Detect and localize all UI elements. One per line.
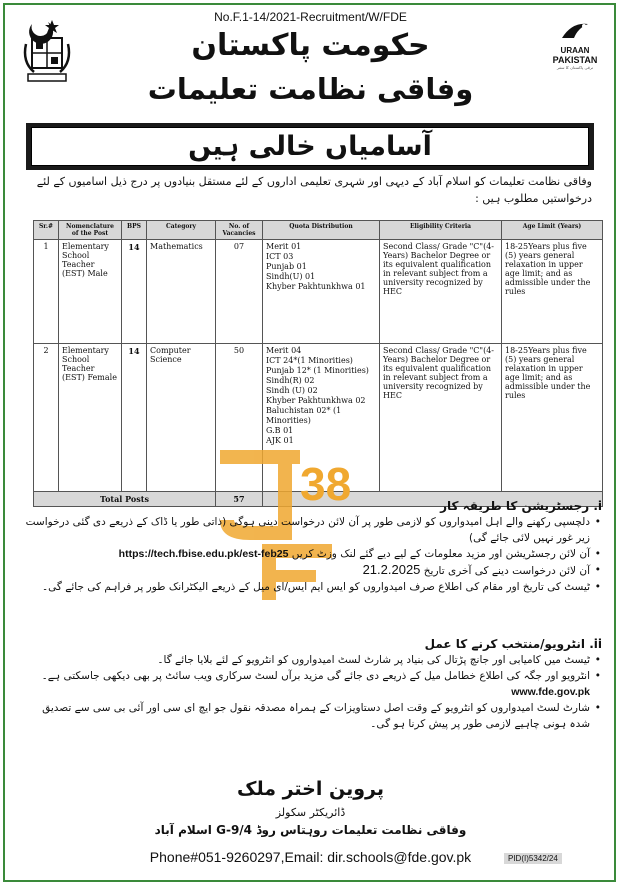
cell-category: Computer Science: [147, 344, 216, 492]
banner-text: آسامیاں خالی ہیں: [31, 127, 589, 166]
header-sr: Sr.#: [34, 221, 59, 240]
signatory-name: پروین اختر ملک: [237, 778, 384, 800]
cell-age: 18-25Years plus five (5) years general relaxation in upper age limit; and as admissible under the rules: [502, 240, 603, 344]
website-link[interactable]: www.fde.gov.pk: [511, 686, 590, 698]
registration-section: [20, 498, 602, 595]
list-item: • دلچسپی رکھنے والے اہل امیدواروں کو لازمی طور پر آن لائن درخواست دینی ہوگی (ذاتی طور یا ڈاک کے ذریعے دی گئی درخواست زیر غور نہیں لائی جائے گی): [20, 514, 590, 546]
list-item: • ٹیسٹ کی تاریخ اور مقام کی اطلاع صرف امیدواروں کو ایس ایم ایس/ای میل کے ذریعے الیکٹرانک طور پر فراہم کی جائے گی۔: [20, 579, 590, 595]
header-vacancies: No. of Vacancies: [216, 221, 263, 240]
list-item: • انٹرویو اور جگہ کی اطلاع خطامل میل کے ذریعے دی جائے گی مزید برآں لسٹ سرکاری ویب سائٹ پر بھی دیکھی جاسکتی ہے۔ www.fde.gov.pk: [20, 668, 590, 700]
header-age: Age Limit (Years): [502, 221, 603, 240]
cell-bps: 14: [122, 240, 147, 344]
cell-post: Elementary School Teacher (EST) Female: [59, 344, 122, 492]
cell-bps: 14: [122, 344, 147, 492]
cell-age: 18-25Years plus five (5) years general relaxation in upper age limit; and as admissible under the rules: [502, 344, 603, 492]
directorate-title: وفاقی نظامت تعلیمات: [147, 72, 474, 106]
total-label: Total Posts: [34, 492, 216, 507]
logo-text-pakistan: PAKISTAN: [552, 55, 598, 65]
cell-vacancies: 50: [216, 344, 263, 492]
header-category: Category: [147, 221, 216, 240]
logo-tagline: ترقی پاکستان کا سفر: [556, 65, 594, 70]
header-post: Nomenclature of the Post: [59, 221, 122, 240]
government-title: حکومت پاکستان: [191, 28, 430, 63]
cell-post: Elementary School Teacher (EST) Male: [59, 240, 122, 344]
list-item: • آن لائن درخواست دینے کی آخری تاریخ 21.2.2025: [20, 562, 590, 579]
office-address: وفاقی نظامت تعلیمات روہتاس روڈ G-9/4 اسلام آباد: [154, 823, 467, 837]
table-row: [34, 240, 603, 344]
cell-quota: Merit 04 ICT 24*(1 Minorities) Punjab 12* (1 Minorities) Sindh(R) 02 Sindh (U) 02 Khyber Pakhtunkhwa 02 Baluchistan 02* (1 Minorities) G.B 01 AJK 01: [263, 344, 380, 492]
cell-sr: 1: [34, 240, 59, 344]
header-quota: Quota Distribution: [263, 221, 380, 240]
cell-vacancies: 07: [216, 240, 263, 344]
list-item: • آن لائن رجسٹریشن اور مزید معلومات کے لیے دیے گئے لنک وزٹ کریں https://tech.fbise.edu.pk/est-feb25: [20, 546, 590, 562]
interview-section: [20, 636, 602, 732]
interview-heading: ii. انٹرویو/منتخب کرنے کا عمل: [424, 637, 602, 651]
header-bps: BPS: [122, 221, 147, 240]
cell-sr: 2: [34, 344, 59, 492]
cell-eligibility: Second Class/ Grade "C"(4-Years) Bachelor Degree or its equivalent qualification in relevant subject from a university recognized by HEC: [380, 240, 502, 344]
registration-heading: i. رجسٹریشن کا طریقہ کار: [440, 499, 602, 513]
watermark-number: 38: [300, 458, 352, 510]
deadline-date: 21.2.2025: [362, 562, 421, 577]
registration-link[interactable]: https://tech.fbise.edu.pk/est-feb25: [118, 548, 289, 560]
table-header-row: [34, 221, 603, 240]
cell-category: Mathematics: [147, 240, 216, 344]
cell-quota: Merit 01 ICT 03 Punjab 01 Sindh(U) 01 Khyber Pakhtunkhwa 01: [263, 240, 380, 344]
pid-number: PID(I)5342/24: [504, 853, 562, 864]
header-eligibility: Eligibility Criteria: [380, 221, 502, 240]
list-item: • ٹیسٹ میں کامیابی اور جانچ پڑتال کی بنیاد پر شارٹ لسٹ امیدواروں کو انٹرویو کے لئے بلایا جائے گا۔: [20, 652, 590, 668]
signatory-designation: ڈائریکٹر سکولز: [275, 806, 346, 819]
logo-text-uraan: URAAN: [560, 46, 590, 55]
cell-eligibility: Second Class/ Grade "C"(4-Years) Bachelor Degree or its equivalent qualification in relevant subject from a university recognized by HEC: [380, 344, 502, 492]
contact-info: Phone#051-9260297,Email: dir.schools@fde.gov.pk: [149, 849, 472, 865]
reference-number: No.F.1-14/2021-Recruitment/W/FDE: [214, 10, 407, 24]
list-item: • شارٹ لسٹ امیدواروں کو انٹرویو کے وقت اصل دستاویزات کے ہمراہ مصدقہ نقول جو ایچ ای سی اور آئی بی سی سے تصدیق شدہ ہونی چاہیے لازمی طور پر پیش کرنا ہو گی۔: [20, 700, 590, 732]
vacancies-banner: [26, 123, 594, 170]
total-value: 57: [216, 492, 263, 507]
intro-paragraph: وفاقی نظامت تعلیمات کو اسلام آباد کے دیہی اور شہری تعلیمی اداروں کے لئے مستقل بنیادوں پر درج ذیل اسامیوں کے لئے درخواستیں مطلوب ہیں :: [36, 175, 592, 205]
